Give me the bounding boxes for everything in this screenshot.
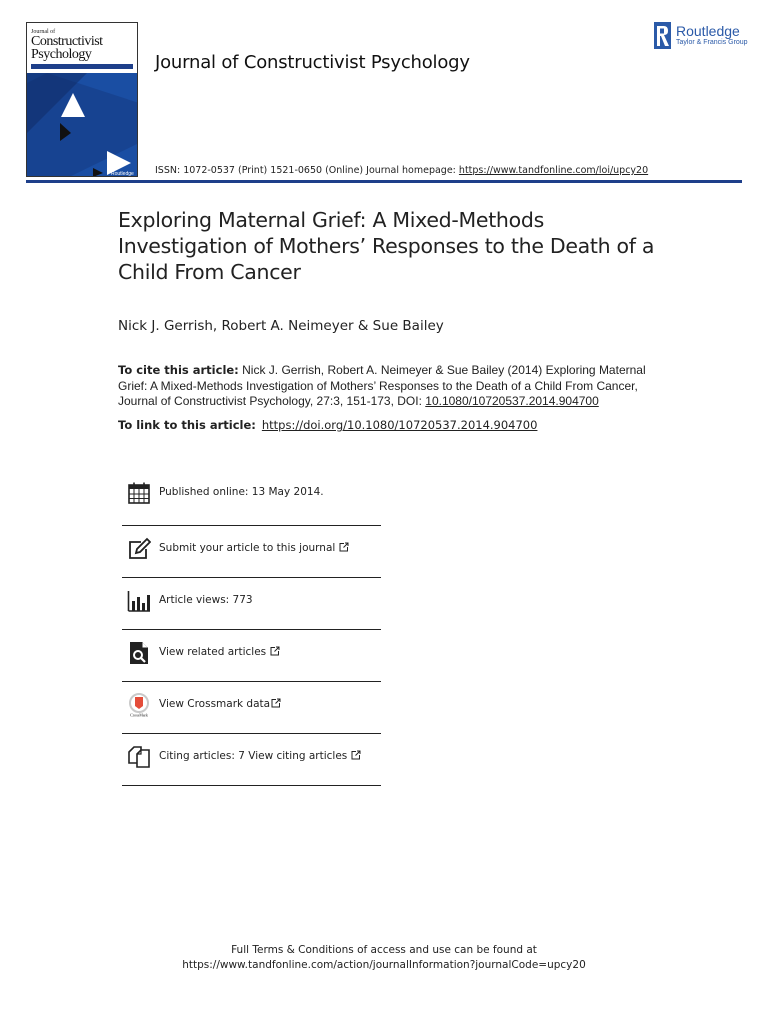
cite-label: To cite this article:: [118, 363, 239, 377]
bar-chart-icon: [127, 589, 151, 613]
published-online-text: Published online: 13 May 2014.: [159, 486, 324, 498]
article-views-row: [122, 578, 381, 630]
journal-cover: [26, 22, 138, 177]
terms-footer: [0, 943, 768, 973]
journal-homepage-link[interactable]: https://www.tandfonline.com/loi/upcy20: [458, 165, 649, 176]
publisher-name: Routledge: [676, 23, 740, 39]
article-views-text: Article views: 773: [159, 594, 253, 606]
citing-articles-row[interactable]: [122, 734, 381, 786]
article-link-block: [118, 418, 537, 432]
journal-name: Journal of Constructivist Psychology: [155, 52, 470, 73]
submit-article-row[interactable]: [122, 526, 381, 578]
external-link-icon: [271, 698, 281, 708]
calendar-icon: [127, 481, 151, 505]
search-document-icon: [127, 641, 151, 665]
terms-url[interactable]: https://www.tandfonline.com/action/journalInformation?journalCode=upcy20: [182, 959, 586, 971]
cover-bar: [31, 64, 133, 69]
citing-articles-icon: [127, 745, 151, 769]
terms-line: Full Terms & Conditions of access and use can be found at: [231, 944, 537, 956]
link-label: To link to this article:: [118, 418, 256, 432]
external-link-icon: [270, 646, 280, 656]
article-title: Exploring Maternal Grief: A Mixed-Methods Investigation of Mothers’ Responses to the Death of a Child From Cancer: [118, 208, 655, 284]
cite-doi-link[interactable]: 10.1080/10720537.2014.904700: [425, 394, 599, 408]
article-doi-link[interactable]: https://doi.org/10.1080/10720537.2014.904700: [261, 418, 538, 432]
issn-line: [155, 165, 648, 176]
crossmark-row[interactable]: [122, 682, 381, 734]
svg-text:Routledge: Routledge: [111, 171, 134, 177]
citation-block: [118, 363, 678, 410]
citing-articles-link[interactable]: Citing articles: 7 View citing articles: [159, 750, 361, 762]
article-authors: Nick J. Gerrish, Robert A. Neimeyer & Sue Bailey: [118, 318, 444, 334]
publisher-logo[interactable]: [654, 22, 746, 50]
edit-icon: [127, 537, 151, 561]
svg-text:CrossMark: CrossMark: [130, 712, 148, 717]
external-link-icon: [351, 750, 361, 760]
published-online-row: [122, 470, 381, 526]
issn-text: ISSN: 1072-0537 (Print) 1521-0650 (Online) Journal homepage:: [155, 165, 459, 176]
cite-text: Nick J. Gerrish, Robert A. Neimeyer & Sue Bailey (2014) Exploring Maternal Grief: A Mixed-Methods Investigation of Mothers’ Responses to the Death of a Child From Cancer, Journal of Constructivist Psychology, 27:3, 151-173, DOI:: [118, 363, 646, 408]
publisher-group: Taylor & Francis Group: [676, 39, 748, 46]
routledge-logo-icon: [654, 22, 671, 49]
header-divider: [26, 180, 742, 183]
external-link-icon: [339, 542, 349, 552]
article-info-list: [122, 470, 381, 786]
cover-small-title: Journal of: [31, 29, 56, 35]
cover-triangles-artwork: [27, 73, 138, 177]
crossmark-icon: [127, 693, 151, 717]
submit-article-link[interactable]: Submit your article to this journal: [159, 542, 349, 554]
crossmark-link[interactable]: View Crossmark data: [159, 698, 281, 710]
related-articles-row[interactable]: [122, 630, 381, 682]
cover-large-title: Constructivist Psychology: [31, 34, 103, 62]
related-articles-link[interactable]: View related articles: [159, 646, 280, 658]
